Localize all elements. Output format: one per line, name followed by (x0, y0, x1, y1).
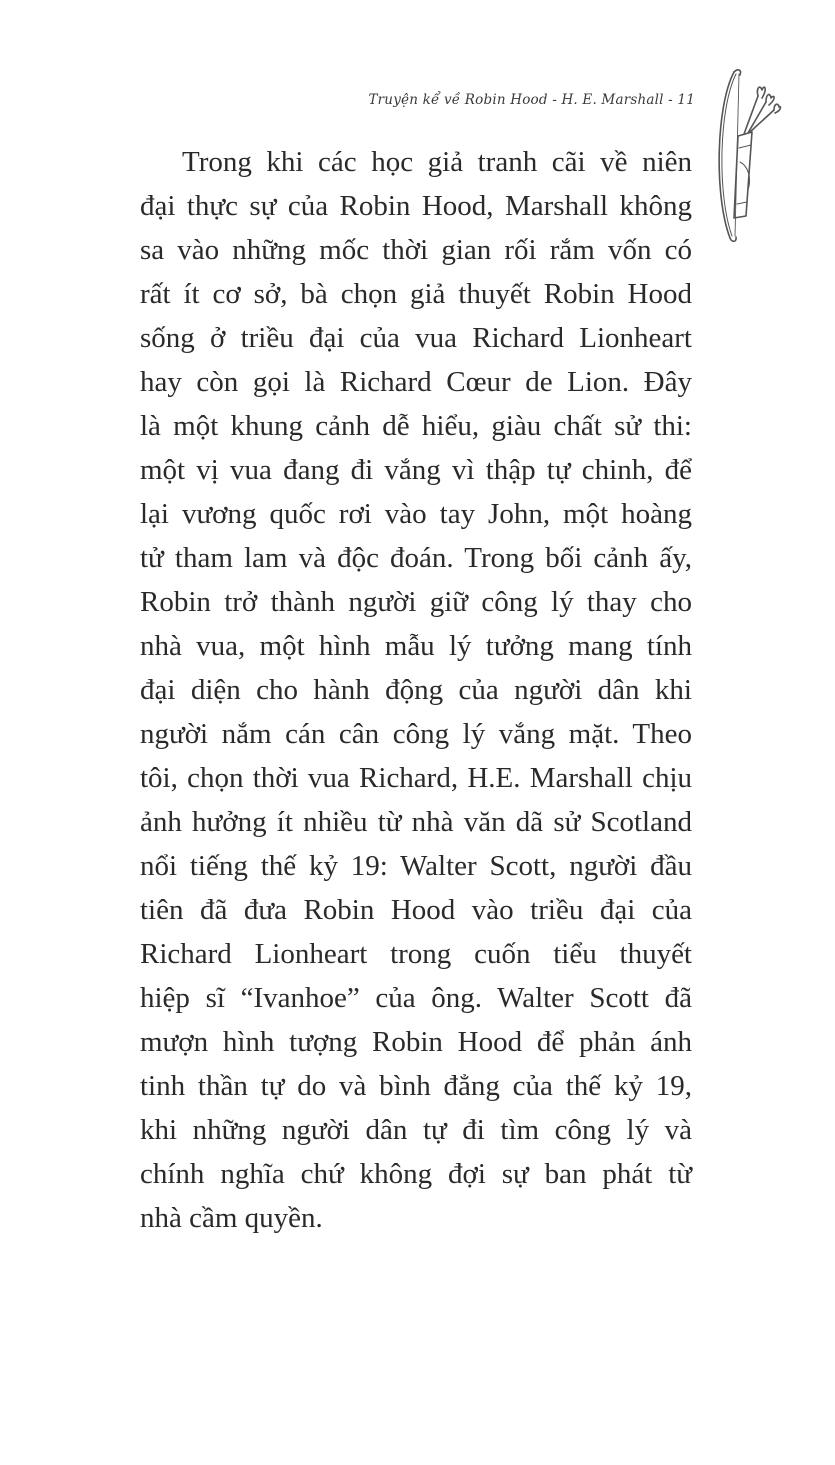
text-line: mượn hình tượng Robin Hood để phản ánh (140, 1026, 692, 1058)
text-line: rất ít cơ sở, bà chọn giả thuyết Robin Hood (140, 278, 692, 310)
text-line: là một khung cảnh dễ hiểu, giàu chất sử thi: (140, 410, 692, 442)
text-line: Robin trở thành người giữ công lý thay cho (140, 586, 692, 618)
text-line: tiên đã đưa Robin Hood vào triều đại của (140, 894, 692, 926)
body-paragraph (140, 140, 692, 1240)
text-line: lại vương quốc rơi vào tay John, một hoàng (140, 498, 692, 530)
text-line: khi những người dân tự đi tìm công lý và (140, 1114, 692, 1146)
text-line: nhà vua, một hình mẫu lý tưởng mang tính (140, 630, 692, 662)
text-line: chính nghĩa chứ không đợi sự ban phát từ (140, 1158, 692, 1190)
text-line: hay còn gọi là Richard Cœur de Lion. Đây (140, 366, 692, 398)
text-line: người nắm cán cân công lý vắng mặt. Theo (140, 718, 692, 750)
text-line: tôi, chọn thời vua Richard, H.E. Marshall chịu (140, 762, 692, 794)
text-line: đại diện cho hành động của người dân khi (140, 674, 692, 706)
text-line: tinh thần tự do và bình đẳng của thế kỷ 19, (140, 1070, 692, 1102)
text-line: một vị vua đang đi vắng vì thập tự chinh, để (140, 454, 692, 486)
text-line: hiệp sĩ “Ivanhoe” của ông. Walter Scott đã (140, 982, 692, 1014)
text-line: nổi tiếng thế kỷ 19: Walter Scott, người đầu (140, 850, 692, 882)
text-line: ảnh hưởng ít nhiều từ nhà văn dã sử Scotland (140, 806, 692, 838)
text-line: Richard Lionheart trong cuốn tiểu thuyết (140, 938, 692, 970)
text-line: sa vào những mốc thời gian rối rắm vốn có (140, 234, 692, 266)
text-line: Trong khi các học giả tranh cãi về niên (182, 146, 692, 178)
text-line: tử tham lam và độc đoán. Trong bối cảnh ấy, (140, 542, 692, 574)
text-line: sống ở triều đại của vua Richard Lionheart (140, 322, 692, 354)
text-line: đại thực sự của Robin Hood, Marshall không (140, 190, 692, 222)
running-header: Truyện kể về Robin Hood - H. E. Marshall - 11 (368, 92, 695, 108)
text-line: nhà cầm quyền. (140, 1202, 323, 1234)
bow-and-quiver-icon (712, 66, 782, 246)
